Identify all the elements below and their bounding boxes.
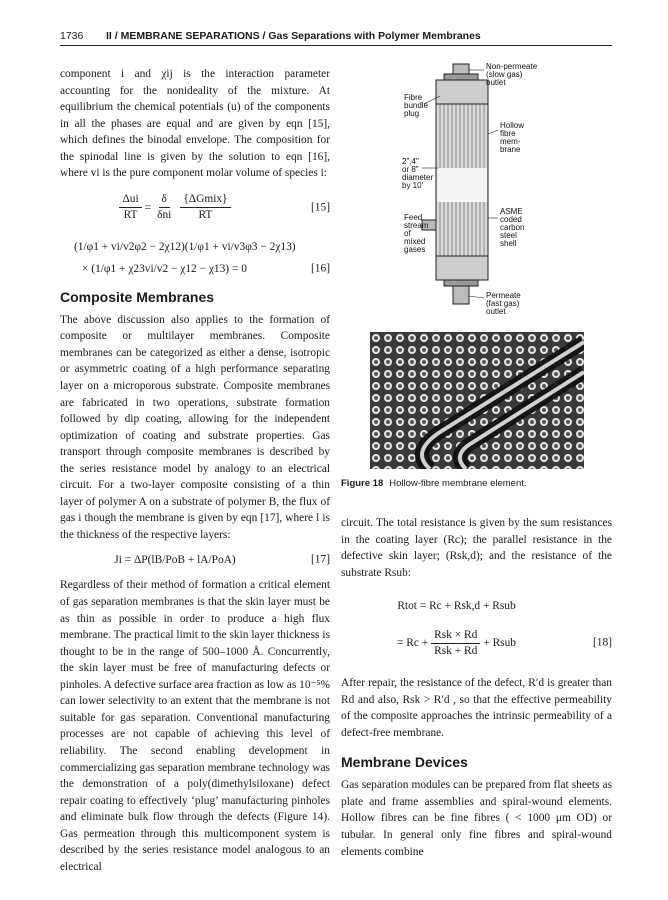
devices-paragraph: Gas separation modules can be prepared from flat sheets as plate and frame assemblies and spiral-wound elements. Hollow fibres can be fine fibres ( < 1000 μm OD) or tubular. In general only fine fibres and spiral-wound elements combine bbox=[341, 779, 612, 858]
equation-17 bbox=[60, 543, 330, 577]
repair-paragraph: After repair, the resistance of the defect, R′d is greater than Rd and also, Rsk > R′d , so that the effective permeability of the composite approaches the intrinsic permeability of a defect-free membrane. bbox=[341, 677, 612, 739]
eq15-equals: = bbox=[144, 201, 152, 214]
page-header bbox=[60, 27, 612, 46]
label-diameter: 2",4" or 8" diameter by 10' bbox=[402, 157, 434, 190]
label-shell: ASME coded carbon steel shell bbox=[500, 207, 525, 248]
label-hollow-fibre-membrane: Hollow fibre mem- brane bbox=[500, 121, 525, 154]
eq15-lhs-den: RT bbox=[123, 209, 138, 222]
eq18-frac-num: Rsk × Rd bbox=[431, 628, 480, 644]
equation-16-line1 bbox=[60, 236, 330, 258]
resistance-paragraph: circuit. The total resistance is given by the sum resistances in the coating layer (Rc); the parallel resistance in the defective skin layer; (Rsk,d); and the resistance of the substrate Rsub: bbox=[341, 517, 612, 579]
equation-16-line2 bbox=[60, 258, 330, 280]
hollow-fibre-module-diagram bbox=[396, 60, 546, 324]
eq18-frac-den: Rsk + Rd bbox=[434, 644, 478, 657]
label-non-permeate: Non-permeate (slow gas) outlet bbox=[486, 62, 538, 87]
label-permeate: Permeate (fast gas) outlet bbox=[486, 291, 521, 316]
intro-paragraph: component i and χij is the interaction parameter accounting for the nonideality of the mixture. At equilibrium the chemical potentials (u) of the components in all the phases are equal and are given by eqn [15], which defines the binodal envelope. The composition for the spinodal line is given by the solution to eqn [16], where vi is the pure component molar volume of species i: bbox=[60, 68, 330, 180]
eq17-expression: Ji = ΔP(lB/PoB + lA/PoA) bbox=[114, 554, 236, 567]
eq16-line2: × (1/φ1 + χ23vi/v2 − χ12 − χ13) = 0 bbox=[82, 262, 247, 275]
hollow-fibre-micrograph bbox=[370, 332, 584, 469]
left-column bbox=[60, 66, 330, 875]
eq15-mid-num: δ bbox=[159, 192, 170, 208]
eq18-line1: Rtot = Rc + Rsk,d + Rsub bbox=[397, 599, 516, 612]
figure-label: Figure 18 bbox=[341, 478, 384, 489]
eq15-lhs-num: Δui bbox=[119, 192, 141, 208]
figure-caption bbox=[341, 478, 612, 489]
eq16-number: [16] bbox=[311, 262, 330, 275]
running-head: II / MEMBRANE SEPARATIONS / Gas Separations with Polymer Membranes bbox=[106, 30, 481, 42]
equation-18-line2 bbox=[341, 623, 612, 663]
composite-paragraph: The above discussion also applies to the formation of composite or multilayer membranes. Composite membranes can be categorized as either a dense, isotropic or asymmetric coating of a high performance separating layer on a microporous substrate. Composite membranes are fabricated in two operations, substrate formation followed by dip coating, allowing for the independent optimization of coating and substrate properties. Gas transport through composite membranes is described by the series resistance model by analogy to an electrical circuit. For a two-layer composite consisting of a thin layer of polymer A on a substrate of polymer B, the flux of gas i though the membrane is given by eqn [17], where l is the thickness of the respective layers: bbox=[60, 313, 330, 541]
equation-18-line1 bbox=[341, 595, 612, 617]
label-fibre-bundle-plug: Fibre bundle plug bbox=[404, 93, 429, 118]
eq18-number: [18] bbox=[593, 636, 612, 649]
eq15-mid-den: δni bbox=[157, 209, 172, 222]
page-number: 1736 bbox=[60, 30, 84, 42]
eq18-suffix: + Rsub bbox=[483, 636, 517, 649]
eq18-prefix: = Rc + bbox=[396, 636, 429, 649]
eq15-rhs-den: RT bbox=[198, 209, 213, 222]
eq15-number: [15] bbox=[311, 201, 330, 214]
heading-membrane-devices: Membrane Devices bbox=[341, 754, 468, 771]
right-column bbox=[341, 515, 612, 860]
eq15-rhs-num: {ΔGmix} bbox=[180, 192, 230, 208]
defect-paragraph: Regardless of their method of formation a critical element of gas separation membranes is that the skin layer must be as thin as possible in order to produce a high flux membrane. The practical limit to the skin layer thickness is thought to be in the range of 500–1000 Å. Concurrently, the skin layer must be free of manufacturing defects or pinholes. A defective surface area fraction as low as 10⁻⁵% can lower selectivity to an extent that the membrane is not suitable for gas separation. Conventional manufacturing processes are not capable of achieving this level of reliability. The second enabling development in commercializing gas separation membrane technology was the demonstration of a poly(dimethylsiloxane) defect repair coating to effectively ‘plug’ manufacturing pinholes and eliminate bulk flow through the defects (Figure 14). Gas permeation through this multicomponent system is described by the series resistance model analogous to an electrical bbox=[60, 579, 330, 873]
eq16-line1: (1/φ1 + vi/v2φ2 − 2χ12)(1/φ1 + vi/v3φ3 − 2χ13) bbox=[74, 240, 296, 253]
equation-15 bbox=[60, 188, 330, 228]
figure-caption-text: Hollow-fibre membrane element. bbox=[389, 478, 527, 489]
label-feed-stream: Feed stream of mixed gases bbox=[404, 213, 429, 254]
eq17-number: [17] bbox=[311, 554, 330, 567]
heading-composite-membranes: Composite Membranes bbox=[60, 288, 215, 305]
